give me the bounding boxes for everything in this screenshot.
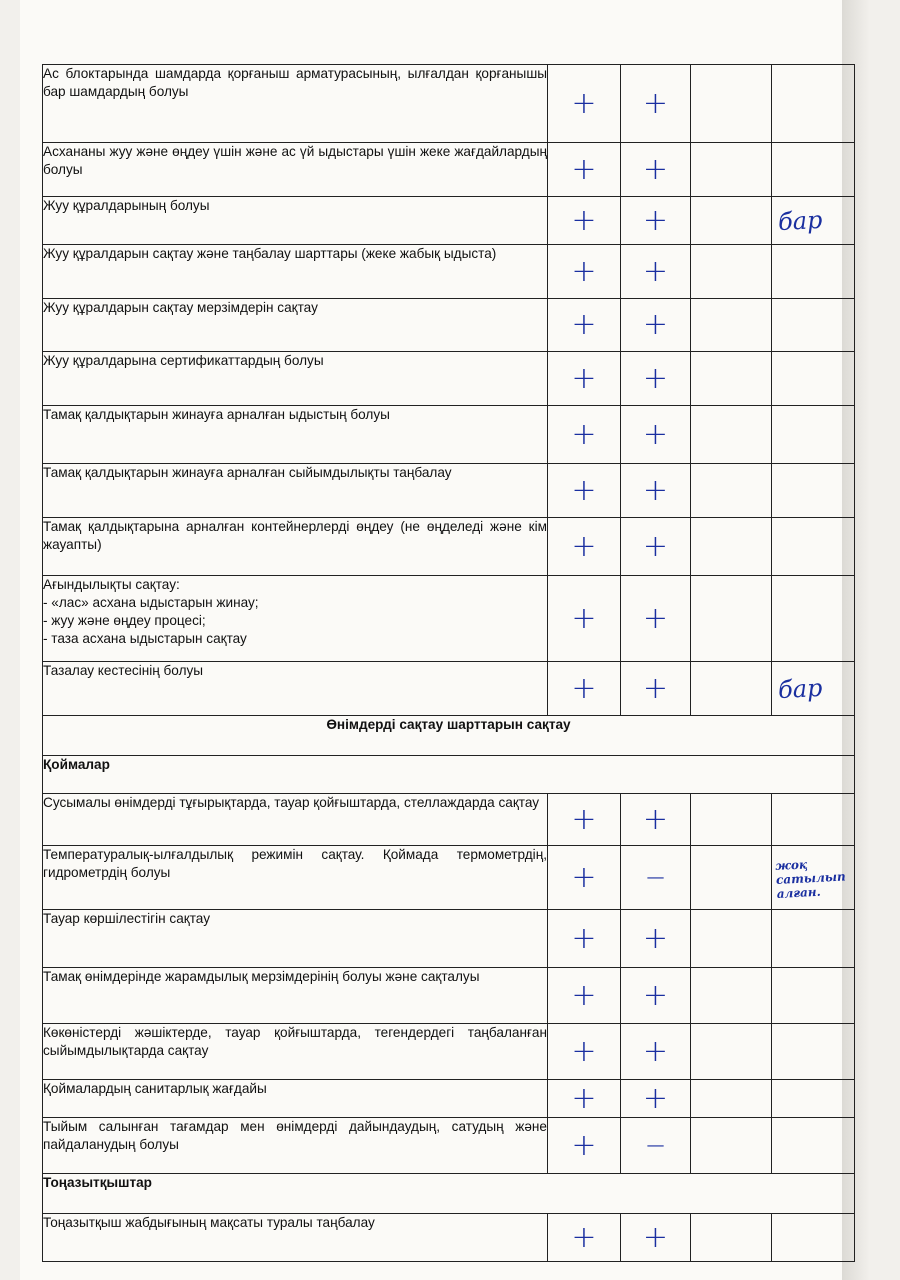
criterion-line: - жуу және өңдеу процесі; (43, 613, 206, 628)
handwritten-mark: + (571, 1080, 597, 1116)
criterion-text: Жуу құралдарын сақтау мерзімдерін сақтау (43, 299, 548, 352)
table-row (43, 1214, 855, 1262)
table-row (43, 197, 855, 245)
criterion-text: Қоймалардың санитарлық жағдайы (43, 1080, 548, 1118)
mark-cell-4 (772, 352, 855, 406)
mark-cell-4 (772, 794, 855, 846)
table-row (43, 65, 855, 143)
mark-cell-2 (621, 910, 691, 968)
handwritten-mark: + (642, 85, 669, 121)
mark-cell-2 (621, 518, 691, 576)
mark-cell-1 (548, 794, 621, 846)
mark-cell-3 (691, 910, 772, 968)
handwritten-mark: + (571, 151, 597, 187)
handwritten-mark: + (642, 920, 669, 956)
mark-cell-4 (772, 197, 855, 245)
mark-cell-2 (621, 1118, 691, 1174)
handwritten-mark: + (642, 307, 669, 342)
mark-cell-2 (621, 299, 691, 352)
handwritten-note: бар (777, 673, 824, 704)
handwritten-mark: + (571, 859, 597, 895)
mark-cell-1 (548, 65, 621, 143)
mark-cell-2 (621, 143, 691, 197)
table-row (43, 716, 855, 756)
table-row (43, 756, 855, 794)
handwritten-mark: + (642, 600, 669, 636)
handwritten-mark: + (571, 1033, 597, 1069)
mark-cell-1 (548, 464, 621, 518)
mark-cell-3 (691, 197, 772, 245)
mark-cell-3 (691, 1024, 772, 1080)
table-row (43, 1174, 855, 1214)
mark-cell-4 (772, 968, 855, 1024)
mark-cell-3 (691, 1118, 772, 1174)
table-row (43, 143, 855, 197)
mark-cell-1 (548, 846, 621, 910)
mark-cell-2 (621, 352, 691, 406)
mark-cell-2 (621, 245, 691, 299)
table-row (43, 968, 855, 1024)
mark-cell-1 (548, 245, 621, 299)
mark-cell-4 (772, 464, 855, 518)
criterion-text: Тамақ өнімдерінде жарамдылық мерзімдерінің болуы және сақталуы (43, 968, 548, 1024)
mark-cell-1 (548, 968, 621, 1024)
table-row (43, 518, 855, 576)
mark-cell-3 (691, 406, 772, 464)
handwritten-mark: + (571, 600, 597, 636)
criterion-text: Сусымалы өнімдерді тұғырықтарда, тауар қойғыштарда, стеллаждарда сақтау (43, 794, 548, 846)
handwritten-mark: + (642, 360, 669, 396)
mark-cell-4 (772, 910, 855, 968)
mark-cell-1 (548, 1024, 621, 1080)
table-row (43, 1080, 855, 1118)
handwritten-note: бар (777, 205, 824, 236)
mark-cell-3 (691, 968, 772, 1024)
handwritten-mark: + (571, 360, 597, 396)
mark-cell-1 (548, 143, 621, 197)
criterion-line: Ағындылықты сақтау: (43, 577, 180, 592)
subsection-title: Қоймалар (43, 756, 855, 794)
table-row (43, 406, 855, 464)
handwritten-mark: + (571, 472, 597, 508)
table-row (43, 299, 855, 352)
mark-cell-1 (548, 1214, 621, 1262)
mark-cell-3 (691, 299, 772, 352)
handwritten-mark: + (571, 528, 597, 564)
table-row (43, 464, 855, 518)
handwritten-mark: + (642, 977, 669, 1013)
handwritten-mark: + (642, 202, 669, 238)
mark-cell-3 (691, 1214, 772, 1262)
table-row (43, 1118, 855, 1174)
criterion-text: Тауар көршілестігін сақтау (43, 910, 548, 968)
criterion-text (43, 576, 548, 662)
criterion-text: Тамақ қалдықтарына арналған контейнерлерді өңдеу (не өңделеді және кім жауапты) (43, 518, 548, 576)
mark-cell-2 (621, 968, 691, 1024)
mark-cell-3 (691, 576, 772, 662)
handwritten-mark: − (644, 862, 667, 893)
table-row (43, 576, 855, 662)
mark-cell-3 (691, 352, 772, 406)
mark-cell-1 (548, 1118, 621, 1174)
handwritten-mark: + (571, 1219, 597, 1255)
handwritten-mark: + (642, 416, 669, 452)
mark-cell-4 (772, 846, 855, 910)
handwritten-mark: + (571, 920, 597, 956)
criterion-text: Жуу құралдарының болуы (43, 197, 548, 245)
criterion-text: Тамақ қалдықтарын жинауға арналған ыдыстың болуы (43, 406, 548, 464)
mark-cell-4 (772, 245, 855, 299)
mark-cell-2 (621, 794, 691, 846)
mark-cell-1 (548, 299, 621, 352)
handwritten-mark: + (642, 801, 669, 837)
criterion-text: Жуу құралдарына сертификаттардың болуы (43, 352, 548, 406)
mark-cell-4 (772, 406, 855, 464)
table-row (43, 1024, 855, 1080)
mark-cell-4 (772, 65, 855, 143)
mark-cell-1 (548, 352, 621, 406)
table-row (43, 846, 855, 910)
mark-cell-2 (621, 1214, 691, 1262)
mark-cell-3 (691, 464, 772, 518)
criterion-line: - «лас» асхана ыдыстарын жинау; (43, 595, 259, 610)
mark-cell-4 (772, 1024, 855, 1080)
table-row (43, 662, 855, 716)
subsection-title: Тоңазытқыштар (43, 1174, 855, 1214)
handwritten-mark: + (571, 977, 597, 1013)
handwritten-note: жоқ сатылып алған. (774, 856, 847, 901)
mark-cell-4 (772, 1214, 855, 1262)
mark-cell-1 (548, 576, 621, 662)
mark-cell-2 (621, 464, 691, 518)
mark-cell-3 (691, 846, 772, 910)
mark-cell-4 (772, 576, 855, 662)
handwritten-mark: + (642, 151, 669, 187)
criterion-text: Асхананы жуу және өңдеу үшін және ас үй ыдыстары үшін жеке жағдайлардың болуы (43, 143, 548, 197)
mark-cell-2 (621, 662, 691, 716)
table-row (43, 910, 855, 968)
mark-cell-4 (772, 143, 855, 197)
mark-cell-2 (621, 1080, 691, 1118)
handwritten-mark: + (571, 1127, 597, 1163)
mark-cell-2 (621, 1024, 691, 1080)
handwritten-mark: + (642, 528, 669, 564)
checklist-table (42, 64, 855, 1262)
mark-cell-4 (772, 518, 855, 576)
handwritten-mark: + (642, 670, 669, 706)
criterion-text: Көкөністерді жәшіктерде, тауар қойғыштарда, тегендердегі таңбаланған сыйымдылықтарда сақтау (43, 1024, 548, 1080)
handwritten-mark: + (571, 670, 597, 706)
mark-cell-3 (691, 662, 772, 716)
mark-cell-3 (691, 245, 772, 299)
criterion-text: Тоңазытқыш жабдығының мақсаты туралы таңбалау (43, 1214, 548, 1262)
mark-cell-1 (548, 662, 621, 716)
mark-cell-1 (548, 518, 621, 576)
mark-cell-1 (548, 197, 621, 245)
mark-cell-2 (621, 846, 691, 910)
handwritten-mark: − (644, 1130, 667, 1161)
handwritten-mark: + (571, 202, 597, 238)
handwritten-mark: + (571, 307, 597, 342)
table-row (43, 794, 855, 846)
mark-cell-2 (621, 197, 691, 245)
criterion-text: Тамақ қалдықтарын жинауға арналған сыйымдылықты таңбалау (43, 464, 548, 518)
criterion-text: Температуралық-ылғалдылық режимін сақтау. Қоймада термометрдің, гидрометрдің болуы (43, 846, 548, 910)
table-row (43, 352, 855, 406)
table-row (43, 245, 855, 299)
mark-cell-3 (691, 794, 772, 846)
handwritten-mark: + (571, 416, 597, 452)
mark-cell-4 (772, 1080, 855, 1118)
mark-cell-2 (621, 406, 691, 464)
mark-cell-4 (772, 1118, 855, 1174)
handwritten-mark: + (642, 472, 669, 508)
criterion-text: Тыйым салынған тағамдар мен өнімдерді дайындаудың, сатудың және пайдаланудың болуы (43, 1118, 548, 1174)
criterion-text: Тазалау кестесінің болуы (43, 662, 548, 716)
mark-cell-1 (548, 910, 621, 968)
mark-cell-1 (548, 1080, 621, 1118)
handwritten-mark: + (642, 1033, 669, 1069)
handwritten-mark: + (571, 85, 597, 121)
mark-cell-2 (621, 65, 691, 143)
handwritten-mark: + (642, 1080, 669, 1116)
criterion-text: Жуу құралдарын сақтау және таңбалау шарттары (жеке жабық ыдыста) (43, 245, 548, 299)
criterion-line: - таза асхана ыдыстарын сақтау (43, 631, 247, 646)
handwritten-mark: + (642, 253, 669, 289)
mark-cell-3 (691, 143, 772, 197)
handwritten-mark: + (642, 1219, 669, 1255)
handwritten-mark: + (571, 801, 597, 837)
handwritten-mark: + (571, 253, 597, 289)
mark-cell-4 (772, 299, 855, 352)
mark-cell-3 (691, 1080, 772, 1118)
mark-cell-4 (772, 662, 855, 716)
section-title: Өнімдерді сақтау шарттарын сақтау (43, 716, 855, 756)
mark-cell-1 (548, 406, 621, 464)
mark-cell-3 (691, 65, 772, 143)
mark-cell-2 (621, 576, 691, 662)
criterion-text: Ас блоктарында шамдарда қорғаныш арматурасының, ылғалдан қорғанышы бар шамдардың болуы (43, 65, 548, 143)
mark-cell-3 (691, 518, 772, 576)
